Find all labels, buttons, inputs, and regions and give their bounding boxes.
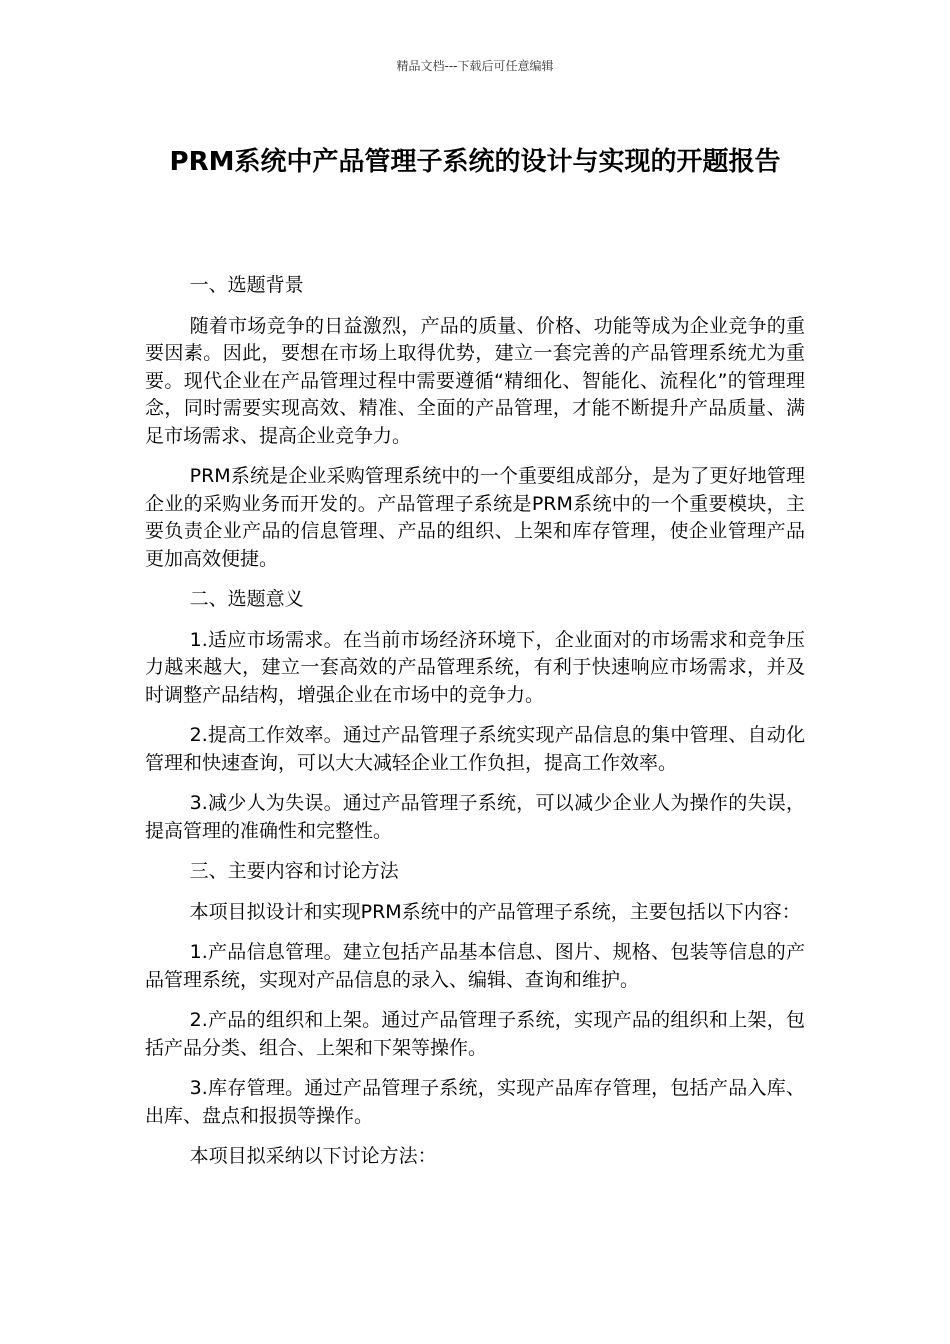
paragraph: 1.适应市场需求。在当前市场经济环境下，企业面对的市场需求和竞争压力越来越大，建立一套高效的产品管理系统，有利于快速响应市场需求，并及时调整产品结构，增强企业在市场中的竞争力。: [145, 628, 805, 706]
paragraph: 本项目拟设计和实现PRM系统中的产品管理子系统，主要包括以下内容：: [189, 900, 801, 923]
paragraph: 3.减少人为失误。通过产品管理子系统，可以减少企业人为操作的失误，提高管理的准确性和完整性。: [145, 792, 805, 842]
paragraph: 2.产品的组织和上架。通过产品管理子系统，实现产品的组织和上架，包括产品分类、组合、上架和下架等操作。: [145, 1009, 805, 1059]
document-body: [145, 272, 805, 1184]
paragraph: 随着市场竞争的日益激烈，产品的质量、价格、功能等成为企业竞争的重要因素。因此，要想在市场上取得优势，建立一套完善的产品管理系统尤为重要。现代企业在产品管理过程中需要遵循“精细化、智能化、流程化”的管理理念，同时需要实现高效、精准、全面的产品管理，才能不断提升产品质量、满足市场需求、提高企业竞争力。: [145, 314, 805, 447]
section-heading-content-methods: 三、主要内容和讨论方法: [189, 860, 399, 882]
header-note: 精品文档---下载后可任意编辑: [396, 59, 554, 73]
paragraph: 2.提高工作效率。通过产品管理子系统实现产品信息的集中管理、自动化管理和快速查询，可以大大减轻企业工作负担，提高工作效率。: [145, 724, 805, 774]
section-heading-significance: 二、选题意义: [189, 588, 304, 610]
paragraph: 1.产品信息管理。建立包括产品基本信息、图片、规格、包装等信息的产品管理系统，实现对产品信息的录入、编辑、查询和维护。: [145, 941, 805, 991]
paragraph: 3.库存管理。通过产品管理子系统，实现产品库存管理，包括产品入库、出库、盘点和报损等操作。: [145, 1077, 805, 1127]
section-heading-background: 一、选题背景: [189, 274, 304, 296]
document-title: PRM系统中产品管理子系统的设计与实现的开题报告: [169, 147, 781, 177]
paragraph: PRM系统是企业采购管理系统中的一个重要组成部分，是为了更好地管理企业的采购业务而开发的。产品管理子系统是PRM系统中的一个重要模块，主要负责企业产品的信息管理、产品的组织、上架和库存管理，使企业管理产品更加高效便捷。: [145, 465, 805, 570]
paragraph: 本项目拟采纳以下讨论方法：: [189, 1145, 437, 1167]
